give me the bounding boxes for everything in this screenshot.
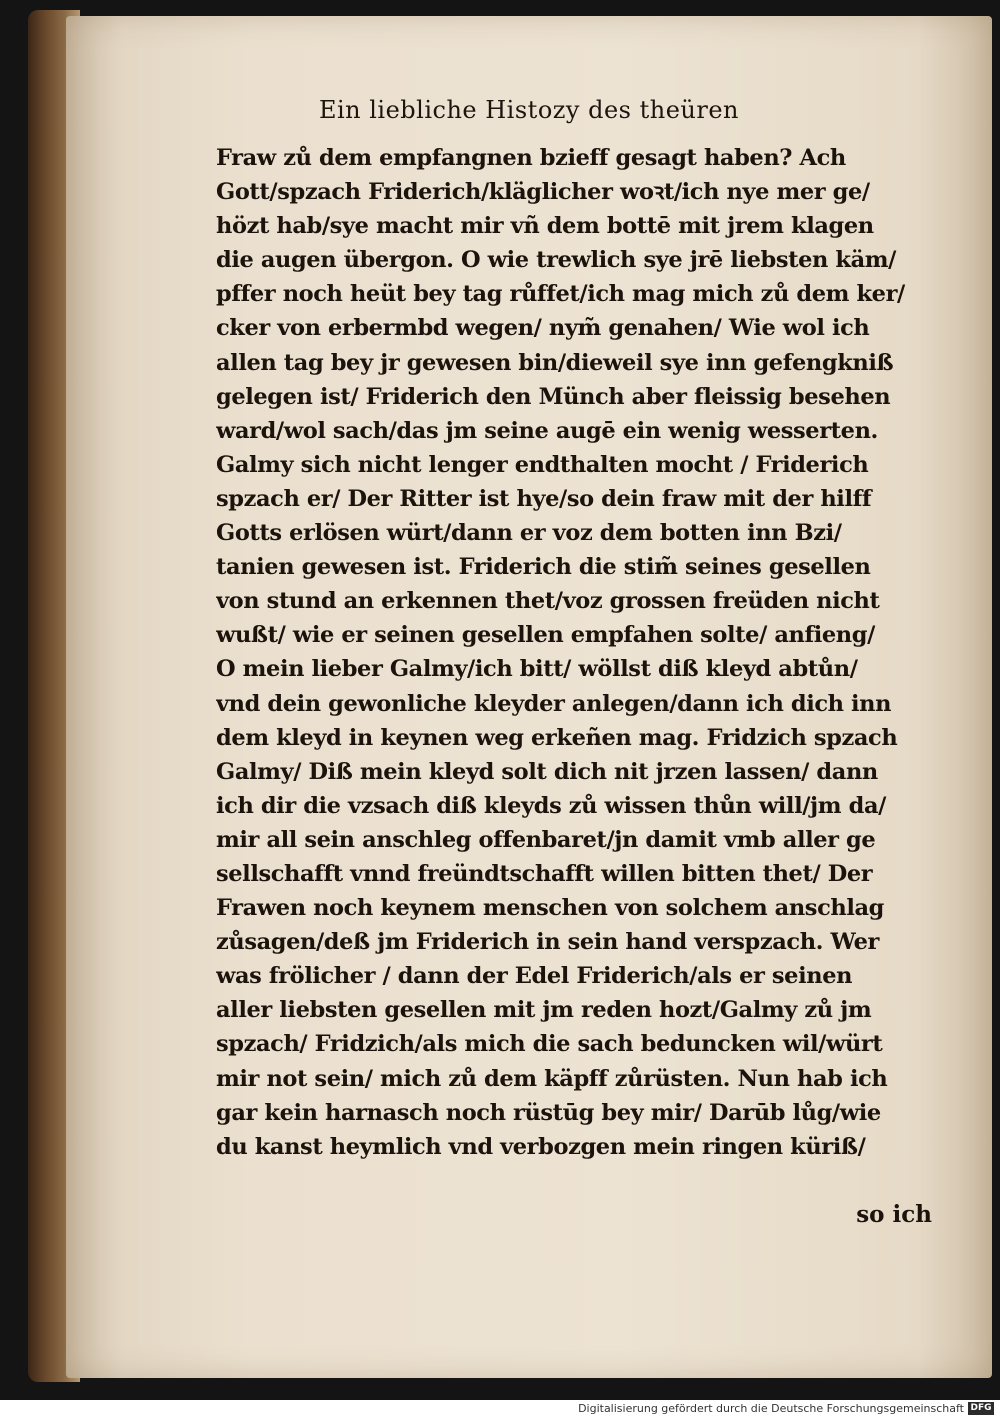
- text-line: dem kleyd in keynen weg erkeñen mag. Fridzich spzach: [216, 724, 898, 751]
- text-line: mir all sein anschleg offenbaret/jn damit vmb aller ge: [216, 826, 876, 853]
- running-head: Ein liebliche Histozy des theüren: [318, 96, 740, 124]
- text-line: hözt hab/sye macht mir vñ dem bottē mit jrem klagen: [216, 213, 874, 240]
- text-line: pffer noch heüt bey tag růffet/ich mag mich zů dem ker/: [216, 281, 905, 308]
- text-line: spzach/ Fridzich/als mich die sach beduncken wil/würt: [216, 1031, 883, 1058]
- text-line: cker von erbermbd wegen/ nym̃ genahen/ Wie wol ich: [216, 315, 870, 342]
- text-line: Fraw zů dem empfangnen bzieff gesagt haben? Ach: [216, 145, 846, 171]
- text-line: vnd dein gewonliche kleyder anlegen/dann ich dich inn: [216, 690, 892, 717]
- catchword: so ich: [856, 1201, 932, 1228]
- text-line: Galmy sich nicht lenger endthalten mocht / Friderich: [216, 451, 869, 478]
- text-line: von stund an erkennen thet/voz grossen freüden nicht: [216, 588, 880, 615]
- text-line: Frawen noch keynem menschen von solchem anschlag: [216, 895, 884, 922]
- text-line: spzach er/ Der Ritter ist hye/so dein fraw mit der hilff: [216, 485, 872, 512]
- body-text: [216, 141, 1000, 1164]
- text-line: mir not sein/ mich zů dem käpff zůrüsten. Nun hab ich: [216, 1065, 888, 1092]
- text-line: du kanst heymlich vnd verbozgen mein ringen küriß/: [216, 1133, 866, 1160]
- text-line: tanien gewesen ist. Friderich die stim̃ seines gesellen: [216, 554, 871, 581]
- text-line: ich dir die vzsach diß kleyds zů wissen thůn will/jm da/: [216, 792, 886, 819]
- text-line: gelegen ist/ Friderich den Münch aber fleissig besehen: [216, 383, 891, 410]
- text-line: Galmy/ Diß mein kleyd solt dich nit jrzen lassen/ dann: [216, 758, 878, 785]
- text-line: Gotts erlösen würt/dann er voz dem botten inn Bzi/: [216, 520, 842, 547]
- book-page: [66, 16, 992, 1378]
- text-line: allen tag bey jr gewesen bin/dieweil sye inn gefengkniß: [216, 349, 894, 376]
- footer-credit: Digitalisierung gefördert durch die Deutsche Forschungsgemeinschaft: [578, 1402, 964, 1415]
- text-line: Gott/spzach Friderich/kläglicher woꝛt/ich nye mer ge/: [216, 179, 870, 206]
- text-line: wußt/ wie er seinen gesellen empfahen solte/ anfieng/: [216, 622, 875, 649]
- dfg-logo: DFG: [968, 1402, 994, 1415]
- text-line: zůsagen/deß jm Friderich in sein hand verspzach. Wer: [216, 929, 879, 956]
- text-line: O mein lieber Galmy/ich bitt/ wöllst diß kleyd abtůn/: [216, 656, 858, 683]
- text-line: sellschafft vnnd freündtschafft willen bitten thet/ Der: [216, 860, 873, 887]
- text-line: aller liebsten gesellen mit jm reden hozt/Galmy zů jm: [216, 997, 872, 1024]
- text-line: die augen übergon. O wie trewlich sye jrē liebsten käm/: [216, 247, 896, 274]
- text-line: gar kein harnasch noch rüstūg bey mir/ Darūb lůg/wie: [216, 1099, 881, 1126]
- text-line: was frölicher / dann der Edel Friderich/als er seinen: [216, 963, 853, 990]
- text-line: ward/wol sach/das jm seine augē ein wenig wesserten.: [216, 417, 878, 444]
